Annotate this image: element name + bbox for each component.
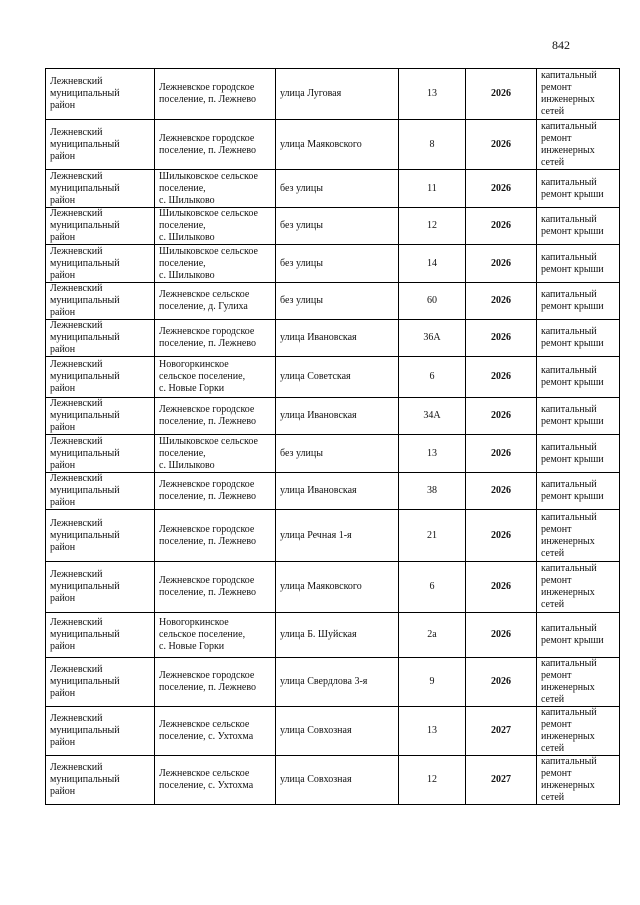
- table-row: [46, 398, 620, 435]
- house-number-cell: 6: [399, 357, 466, 398]
- settlement-cell: Лежневское городское поселение, п. Лежнево: [155, 398, 276, 435]
- work-type-cell: капитальный ремонт крыши: [537, 320, 620, 357]
- house-number-cell: 36А: [399, 320, 466, 357]
- work-type-cell: капитальный ремонт крыши: [537, 473, 620, 510]
- street-cell: без улицы: [276, 170, 399, 208]
- table-row: [46, 69, 620, 120]
- year-cell: 2026: [466, 658, 537, 707]
- street-cell: улица Свердлова 3-я: [276, 658, 399, 707]
- street-cell: улица Совхозная: [276, 756, 399, 805]
- year-cell: 2026: [466, 357, 537, 398]
- area-cell: Лежневский муниципальный район: [46, 320, 155, 357]
- year-cell: 2026: [466, 473, 537, 510]
- work-type-cell: капитальный ремонт инженерных сетей: [537, 756, 620, 805]
- table-row: [46, 208, 620, 245]
- year-cell: 2026: [466, 245, 537, 283]
- work-type-cell: капитальный ремонт крыши: [537, 170, 620, 208]
- settlement-cell: Лежневское городское поселение, п. Лежнево: [155, 510, 276, 562]
- settlement-cell: Лежневское городское поселение, п. Лежнево: [155, 658, 276, 707]
- year-cell: 2026: [466, 510, 537, 562]
- area-cell: Лежневский муниципальный район: [46, 435, 155, 473]
- settlement-cell: Лежневское городское поселение, п. Лежнево: [155, 562, 276, 613]
- house-number-cell: 60: [399, 283, 466, 320]
- settlement-cell: Лежневское городское поселение, п. Лежнево: [155, 120, 276, 170]
- table-row: [46, 170, 620, 208]
- work-type-cell: капитальный ремонт крыши: [537, 245, 620, 283]
- work-type-cell: капитальный ремонт инженерных сетей: [537, 69, 620, 120]
- settlement-cell: Лежневское городское поселение, п. Лежнево: [155, 473, 276, 510]
- settlement-cell: Новогоркинское сельское поселение, с. Новые Горки: [155, 357, 276, 398]
- work-type-cell: капитальный ремонт инженерных сетей: [537, 510, 620, 562]
- year-cell: 2027: [466, 707, 537, 756]
- settlement-cell: Лежневское сельское поселение, с. Ухтохма: [155, 756, 276, 805]
- table-row: [46, 435, 620, 473]
- table-row: [46, 245, 620, 283]
- year-cell: 2026: [466, 170, 537, 208]
- work-type-cell: капитальный ремонт крыши: [537, 208, 620, 245]
- area-cell: Лежневский муниципальный район: [46, 756, 155, 805]
- street-cell: без улицы: [276, 435, 399, 473]
- table-row: [46, 473, 620, 510]
- settlement-cell: Шилыковское сельское поселение, с. Шилыково: [155, 170, 276, 208]
- house-number-cell: 14: [399, 245, 466, 283]
- year-cell: 2026: [466, 613, 537, 658]
- house-number-cell: 8: [399, 120, 466, 170]
- street-cell: улица Ивановская: [276, 473, 399, 510]
- house-number-cell: 6: [399, 562, 466, 613]
- year-cell: 2026: [466, 562, 537, 613]
- house-number-cell: 38: [399, 473, 466, 510]
- street-cell: улица Маяковского: [276, 562, 399, 613]
- settlement-cell: Новогоркинское сельское поселение, с. Новые Горки: [155, 613, 276, 658]
- work-type-cell: капитальный ремонт инженерных сетей: [537, 658, 620, 707]
- work-type-cell: капитальный ремонт инженерных сетей: [537, 120, 620, 170]
- table-row: [46, 707, 620, 756]
- year-cell: 2026: [466, 320, 537, 357]
- area-cell: Лежневский муниципальный район: [46, 473, 155, 510]
- repair-schedule-table: [45, 68, 620, 805]
- area-cell: Лежневский муниципальный район: [46, 170, 155, 208]
- house-number-cell: 34А: [399, 398, 466, 435]
- house-number-cell: 2а: [399, 613, 466, 658]
- area-cell: Лежневский муниципальный район: [46, 613, 155, 658]
- house-number-cell: 13: [399, 69, 466, 120]
- year-cell: 2026: [466, 120, 537, 170]
- area-cell: Лежневский муниципальный район: [46, 357, 155, 398]
- street-cell: улица Советская: [276, 357, 399, 398]
- table-row: [46, 357, 620, 398]
- work-type-cell: капитальный ремонт крыши: [537, 357, 620, 398]
- settlement-cell: Лежневское городское поселение, п. Лежнево: [155, 69, 276, 120]
- street-cell: улица Ивановская: [276, 320, 399, 357]
- table-row: [46, 283, 620, 320]
- house-number-cell: 12: [399, 208, 466, 245]
- area-cell: Лежневский муниципальный район: [46, 69, 155, 120]
- area-cell: Лежневский муниципальный район: [46, 658, 155, 707]
- street-cell: улица Маяковского: [276, 120, 399, 170]
- house-number-cell: 12: [399, 756, 466, 805]
- house-number-cell: 11: [399, 170, 466, 208]
- work-type-cell: капитальный ремонт крыши: [537, 398, 620, 435]
- work-type-cell: капитальный ремонт крыши: [537, 435, 620, 473]
- street-cell: улица Речная 1-я: [276, 510, 399, 562]
- table-row: [46, 562, 620, 613]
- table-row: [46, 510, 620, 562]
- street-cell: улица Ивановская: [276, 398, 399, 435]
- area-cell: Лежневский муниципальный район: [46, 562, 155, 613]
- street-cell: без улицы: [276, 245, 399, 283]
- area-cell: Лежневский муниципальный район: [46, 208, 155, 245]
- area-cell: Лежневский муниципальный район: [46, 120, 155, 170]
- settlement-cell: Шилыковское сельское поселение, с. Шилыково: [155, 208, 276, 245]
- settlement-cell: Шилыковское сельское поселение, с. Шилыково: [155, 245, 276, 283]
- street-cell: без улицы: [276, 208, 399, 245]
- work-type-cell: капитальный ремонт крыши: [537, 283, 620, 320]
- year-cell: 2026: [466, 208, 537, 245]
- table-row: [46, 658, 620, 707]
- street-cell: улица Луговая: [276, 69, 399, 120]
- area-cell: Лежневский муниципальный район: [46, 398, 155, 435]
- area-cell: Лежневский муниципальный район: [46, 707, 155, 756]
- settlement-cell: Лежневское сельское поселение, с. Ухтохма: [155, 707, 276, 756]
- street-cell: без улицы: [276, 283, 399, 320]
- work-type-cell: капитальный ремонт крыши: [537, 613, 620, 658]
- table-row: [46, 613, 620, 658]
- page-number: 842: [552, 38, 570, 52]
- table-row: [46, 320, 620, 357]
- house-number-cell: 13: [399, 707, 466, 756]
- year-cell: 2027: [466, 756, 537, 805]
- area-cell: Лежневский муниципальный район: [46, 510, 155, 562]
- house-number-cell: 9: [399, 658, 466, 707]
- work-type-cell: капитальный ремонт инженерных сетей: [537, 562, 620, 613]
- year-cell: 2026: [466, 69, 537, 120]
- street-cell: улица Б. Шуйская: [276, 613, 399, 658]
- house-number-cell: 21: [399, 510, 466, 562]
- settlement-cell: Лежневское городское поселение, п. Лежнево: [155, 320, 276, 357]
- table-row: [46, 120, 620, 170]
- table-row: [46, 756, 620, 805]
- year-cell: 2026: [466, 435, 537, 473]
- area-cell: Лежневский муниципальный район: [46, 283, 155, 320]
- year-cell: 2026: [466, 283, 537, 320]
- settlement-cell: Лежневское сельское поселение, д. Гулиха: [155, 283, 276, 320]
- settlement-cell: Шилыковское сельское поселение, с. Шилыково: [155, 435, 276, 473]
- area-cell: Лежневский муниципальный район: [46, 245, 155, 283]
- street-cell: улица Совхозная: [276, 707, 399, 756]
- work-type-cell: капитальный ремонт инженерных сетей: [537, 707, 620, 756]
- year-cell: 2026: [466, 398, 537, 435]
- house-number-cell: 13: [399, 435, 466, 473]
